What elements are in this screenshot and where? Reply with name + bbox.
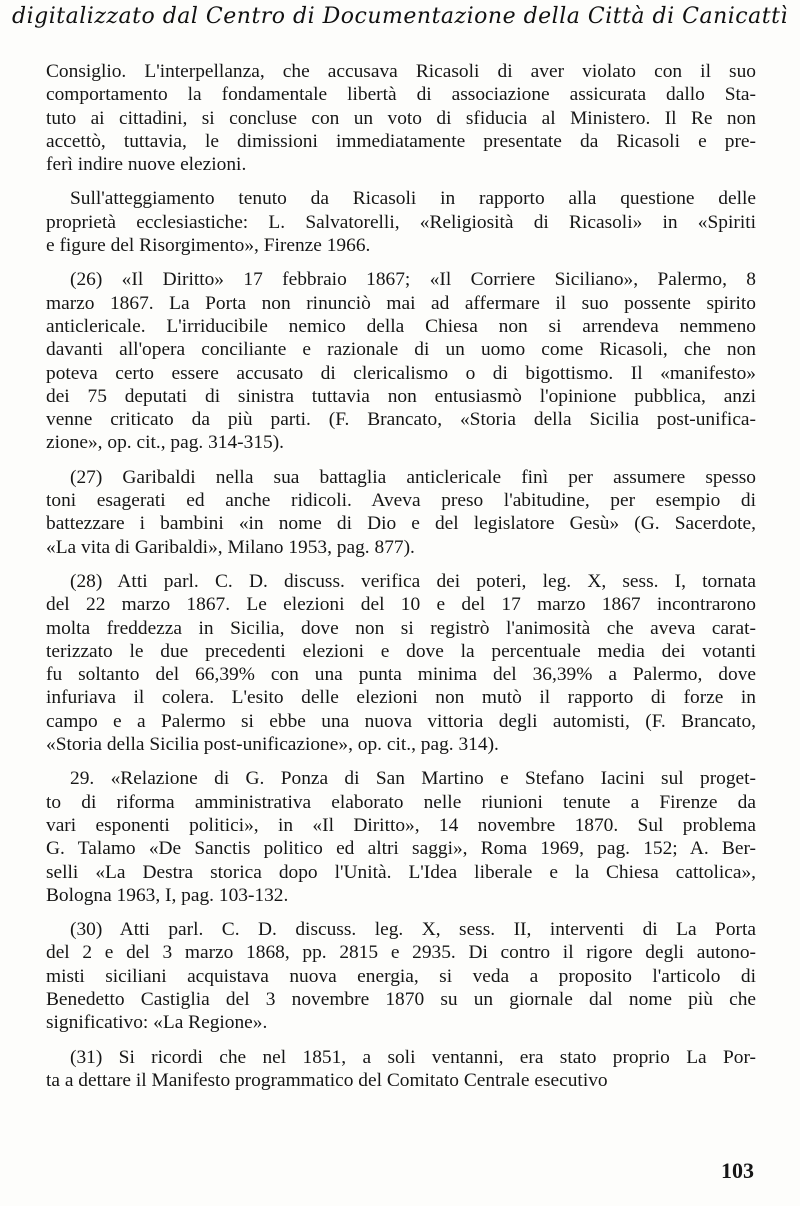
- text-line: del 2 e del 3 marzo 1868, pp. 2815 e 2935. Di contro il rigore degli autono-: [46, 942, 756, 964]
- text-line: (30) Atti parl. C. D. discuss. leg. X, sess. II, interventi di La Porta: [70, 919, 756, 941]
- paragraph-gap: [46, 455, 756, 466]
- text-line: ferì indire nuove elezioni.: [46, 154, 247, 176]
- text-line: battezzare i bambini «in nome di Dio e del legislatore Gesù» (G. Sacerdote,: [46, 513, 756, 535]
- paragraph-gap: [46, 257, 756, 268]
- text-line: proprietà ecclesiastiche: L. Salvatorelli, «Religiosità di Ricasoli» in «Spiriti: [46, 211, 756, 233]
- paragraph-gap: [46, 176, 756, 187]
- text-line: «Storia della Sicilia post-unificazione», op. cit., pag. 314).: [46, 734, 499, 756]
- text-line: (27) Garibaldi nella sua battaglia anticlericale finì per assumere spesso: [70, 466, 756, 488]
- text-line: campo e a Palermo si ebbe una nuova vittoria degli automisti, (F. Brancato,: [46, 710, 756, 732]
- text-line: fu soltanto del 66,39% con una punta minima del 36,39% a Palermo, dove: [46, 664, 756, 686]
- paragraph-gap: [46, 559, 756, 570]
- text-line: misti siciliani acquistava nuova energia, si veda a proposito l'articolo di: [46, 965, 756, 987]
- text-line: «La vita di Garibaldi», Milano 1953, pag. 877).: [46, 536, 415, 558]
- text-line: toni esagerati ed anche ridicoli. Aveva preso l'abitudine, per esempio di: [46, 490, 756, 512]
- text-line: G. Talamo «De Sanctis politico ed altri saggi», Roma 1969, pag. 152; A. Ber-: [46, 838, 756, 860]
- text-line: (31) Si ricordi che nel 1851, a soli ventanni, era stato proprio La Por-: [70, 1046, 756, 1068]
- page-number: 103: [721, 1158, 754, 1183]
- text-line: tuto ai cittadini, si concluse con un voto di sfiducia al Ministero. Il Re non: [46, 107, 756, 129]
- paragraph-gap: [46, 1035, 756, 1046]
- paragraph-gap: [46, 907, 756, 918]
- footnotes-text: [46, 60, 756, 1092]
- text-line: selli «La Destra storica dopo l'Unità. L'Idea liberale e la Chiesa cattolica»,: [46, 861, 756, 883]
- paragraph: [46, 60, 756, 176]
- text-line: Bologna 1963, I, pag. 103-132.: [46, 884, 289, 906]
- text-line: terizzato le due precedenti elezioni e dove la percentuale media dei votanti: [46, 640, 756, 662]
- paragraph-gap: [46, 756, 756, 767]
- paragraph: [46, 570, 756, 756]
- text-line: comportamento la fondamentale libertà di associazione assicurata dallo Sta-: [46, 84, 756, 106]
- paragraph: [46, 187, 756, 257]
- text-line: zione», op. cit., pag. 314-315).: [46, 432, 285, 454]
- text-line: infuriava il colera. L'esito delle elezioni non mutò il rapporto di forze in: [46, 687, 756, 709]
- text-line: significativo: «La Regione».: [46, 1012, 268, 1034]
- paragraph: [46, 767, 756, 907]
- text-line: del 22 marzo 1867. Le elezioni del 10 e del 17 marzo 1867 incontrarono: [46, 594, 756, 616]
- text-line: 29. «Relazione di G. Ponza di San Martino e Stefano Iacini sul proget-: [70, 768, 756, 790]
- paragraph: [46, 918, 756, 1034]
- text-line: Sull'atteggiamento tenuto da Ricasoli in rapporto alla questione delle: [70, 188, 756, 210]
- text-line: anticlericale. L'irriducibile nemico della Chiesa non si arrendeva nemmeno: [46, 315, 756, 337]
- text-line: molta freddezza in Sicilia, dove non si registrò l'animosità che aveva carat-: [46, 617, 756, 639]
- text-line: davanti all'opera conciliante e razionale di un uomo come Ricasoli, che non: [46, 339, 756, 361]
- text-line: (26) «Il Diritto» 17 febbraio 1867; «Il Corriere Siciliano», Palermo, 8: [70, 269, 756, 291]
- digitization-watermark: digitalizzato dal Centro di Documentazione della Città di Canicattì: [12, 4, 788, 29]
- text-line: venne criticato da più parti. (F. Brancato, «Storia della Sicilia post-unifica-: [46, 409, 756, 431]
- text-line: Consiglio. L'interpellanza, che accusava Ricasoli di aver violato con il suo: [46, 61, 756, 82]
- text-line: ta a dettare il Manifesto programmatico del Comitato Centrale esecutivo: [46, 1069, 608, 1091]
- paragraph: [46, 268, 756, 454]
- text-line: vari esponenti politici», in «Il Diritto», 14 novembre 1870. Sul problema: [46, 814, 756, 836]
- text-line: Benedetto Castiglia del 3 novembre 1870 su un giornale dal nome più che: [46, 988, 756, 1010]
- text-line: (28) Atti parl. C. D. discuss. verifica dei poteri, leg. X, sess. I, tornata: [70, 570, 756, 592]
- text-line: e figure del Risorgimento», Firenze 1966.: [46, 235, 371, 257]
- paragraph: [46, 466, 756, 559]
- text-line: poteva certo essere accusato di clericalismo o di bigottismo. Il «manifesto»: [46, 362, 756, 384]
- text-line: to di riforma amministrativa elaborato nelle riunioni tenute a Firenze da: [46, 791, 756, 813]
- text-line: dei 75 deputati di sinistra tuttavia non entusiasmò l'opinione pubblica, anzi: [46, 385, 756, 407]
- paragraph: [46, 1046, 756, 1093]
- text-line: accettò, tuttavia, le dimissioni immediatamente presentate da Ricasoli e pre-: [46, 130, 756, 152]
- text-line: marzo 1867. La Porta non rinunciò mai ad affermare il suo possente spirito: [46, 292, 756, 314]
